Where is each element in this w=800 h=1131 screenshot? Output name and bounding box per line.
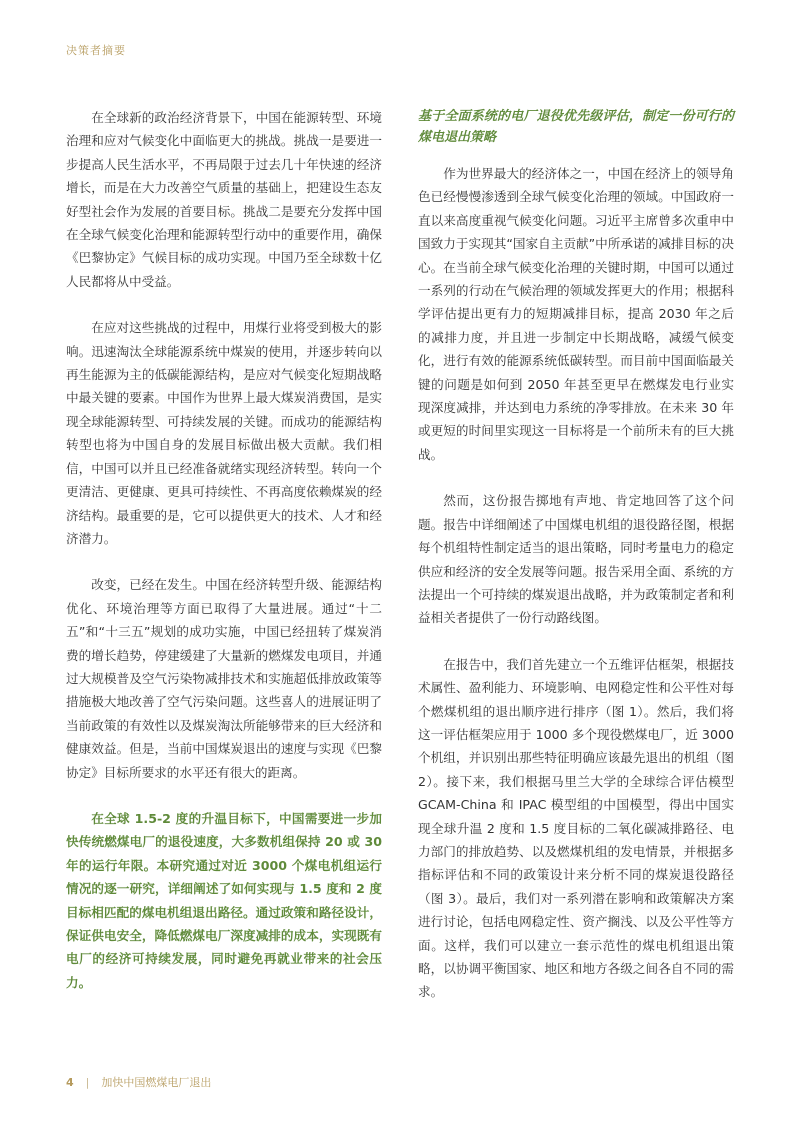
body-paragraph: 作为世界最大的经济体之一，中国在经济上的领导角色已经慢慢渗透到全球气候变化治理的领域。中国政府一直以来高度重视气候变化问题。习近平主席曾多次重申中国致力于实现其“国家自主贡献”中所承诺的减排目标的决心。在当前全球气候变化治理的关键时期，中国可以通过一系列的行动在气候治理的领域发挥更大的作用；根据科学评估提出更有力的短期减排目标，提高 2030 年之后的减排力度，并且进一步制定中长期战略，减缓气候变化，进行有效的能源系统低碳转型。而目前中国面临最关键的问题是如何到 2050 年甚至更早在燃煤发电行业实现深度减排，并达到电力系统的净零排放。在未来 30 年或更短的时间里实现这一目标将是一个前所未有的巨大挑战。 (418, 166, 734, 462)
page-number: 4 (66, 1075, 74, 1089)
body-paragraph: 在全球新的政治经济背景下，中国在能源转型、环境治理和应对气候变化中面临更大的挑战。挑战一是要进一步提高人民生活水平，不再局限于过去几十年快速的经济增长，而是在大力改善空气质量的基础上，把建设生态友好型社会作为发展的首要目标。挑战二是要充分发挥中国在全球气候变化治理和能源转型行动中的重要作用，确保《巴黎协定》气候目标的成功实现。中国乃至全球数十亿人民都将从中受益。 (66, 110, 382, 289)
body-paragraph: 然而，这份报告掷地有声地、肯定地回答了这个问题。报告中详细阐述了中国煤电机组的退役路径图，根据每个机组特性制定适当的退出策略，同时考量电力的稳定供应和经济的安全发展等问题。报告采用全面、系统的方法提出一个可持续的煤炭退出战略，并为政策制定者和利益相关者提供了一份行动路线图。 (418, 493, 734, 626)
report-title: 加快中国燃煤电厂退出 (101, 1076, 212, 1089)
right-column (418, 106, 734, 1027)
page-footer (66, 1074, 211, 1090)
highlight-paragraph: 在全球 1.5-2 度的升温目标下，中国需要进一步加快传统燃煤电厂的退役速度，大多数机组保持 20 或 30 年的运行年限。本研究通过对近 3000 个煤电机组运行情况的逐一研究，详细阐述了如何实现与 1.5 度和 2 度目标相匹配的煤电机组退出路径。通过政策和路径设计，保证供电安全，降低燃煤电厂深度减排的成本，实现既有电厂的经济可持续发展，同时避免再就业带来的社会压力。 (66, 810, 382, 990)
section-label: 决策者摘要 (66, 44, 126, 57)
footer-separator: | (85, 1075, 90, 1089)
body-paragraph: 在报告中，我们首先建立一个五维评估框架，根据技术属性、盈利能力、环境影响、电网稳定性和公平性对每个燃煤机组的退出顺序进行排序（图 1）。然后，我们将这一评估框架应用于 1000 多个现役燃煤电厂，近 3000 个机组，并识别出那些特征明确应该最先退出的机组（图 2）。接下来，我们根据马里兰大学的全球综合评估模型 GCAM-China 和 IPAC 模型组的中国模型，得出中国实现全球升温 2 度和 1.5 度目标的二氧化碳减排路径、电力部门的排放趋势、以及燃煤机组的发电情景，并根据多指标评估和不同的政策设计来分析不同的煤炭退役路径（图 3）。最后，我们对一系列潜在影响和政策解决方案进行讨论，包括电网稳定性、资产搁浅、以及公平性等方面。这样，我们可以建立一套示范性的煤电机组退出策略，以协调平衡国家、地区和地方各级之间各自不同的需求。 (418, 656, 734, 1000)
left-column (66, 106, 382, 1017)
body-paragraph: 在应对这些挑战的过程中，用煤行业将受到极大的影响。迅速淘汰全球能源系统中煤炭的使用，并逐步转向以再生能源为主的低碳能源结构，是应对气候变化短期战略中最关键的要素。中国作为世界上最大煤炭消费国，是实现全球能源转型、可持续发展的关键。而成功的能源结构转型也将为中国自身的发展目标做出极大贡献。我们相信，中国可以并且已经准备就绪实现经济转型。转向一个更清洁、更健康、更具可持续性、不再高度依赖煤炭的经济结构。最重要的是，它可以提供更大的技术、人才和经济潜力。 (66, 320, 382, 546)
body-paragraph: 改变，已经在发生。中国在经济转型升级、能源结构优化、环境治理等方面已取得了大量进展。通过“十二五”和“十三五”规划的成功实施，中国已经扭转了煤炭消费的增长趋势，停建缓建了大量新的燃煤发电项目，并通过大规模普及空气污染物减排技术和实施超低排放政策等措施极大地改善了空气污染问题。这些喜人的进展证明了当前政策的有效性以及煤炭淘汰所能够带来的巨大经济和健康效益。但是，当前中国煤炭退出的速度与实现《巴黎协定》目标所要求的水平还有很大的距离。 (66, 577, 382, 780)
section-heading: 基于全面系统的电厂退役优先级评估，制定一份可行的煤电退出策略 (418, 109, 734, 145)
